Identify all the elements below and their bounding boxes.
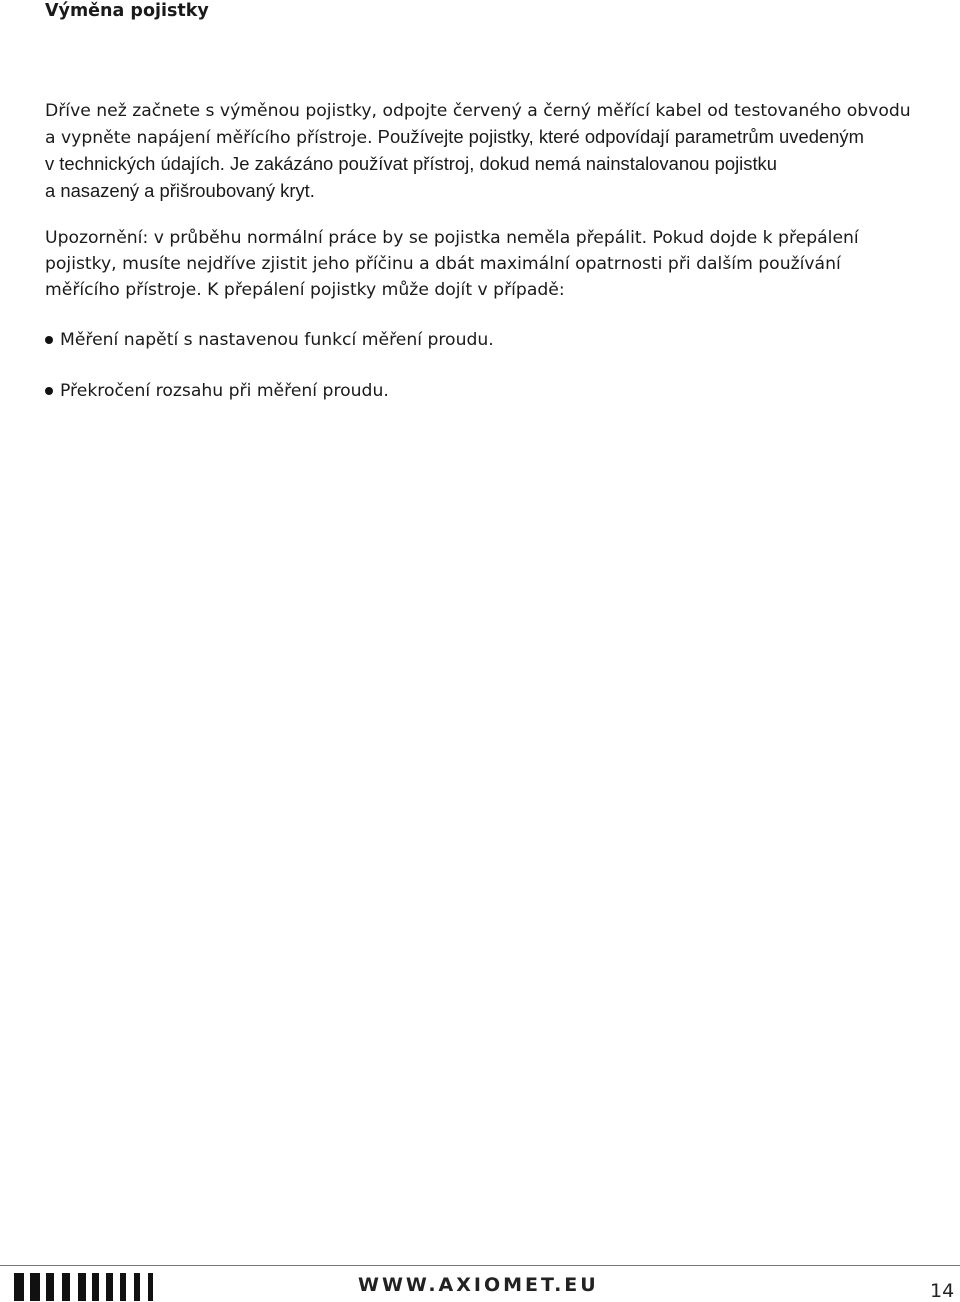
- cause-list: [45, 327, 494, 429]
- barcode-logo-icon: [0, 1273, 160, 1301]
- paragraph-line: Dříve než začnete s výměnou pojistky, odpojte červený a černý měřící kabel od testovaného obvodu: [45, 101, 911, 121]
- paragraph-line: Je zakázáno používat přístroj, dokud nemá nainstalovanou pojistku: [224, 153, 777, 174]
- list-item-text: Měření napětí s nastavenou funkcí měření proudu.: [60, 330, 494, 350]
- paragraph-line: a nasazený a přišroubovaný kryt.: [45, 180, 315, 201]
- paragraph-line: a vypněte napájení měřícího přístroje.: [45, 128, 373, 148]
- paragraph-line: pojistky, musíte nejdříve zjistit jeho příčinu a dbát maximální opatrnosti při dalším používání: [45, 254, 841, 274]
- footer-divider: [0, 1265, 960, 1266]
- footer-website: WWW.AXIOMET.EU: [358, 1274, 599, 1296]
- paragraph-line: v technických údajích.: [45, 153, 225, 174]
- paragraph-fuse-replacement: [45, 98, 925, 205]
- list-item-text: Překročení rozsahu při měření proudu.: [60, 381, 389, 401]
- paragraph-line: měřícího přístroje. K přepálení pojistky může dojít v případě:: [45, 280, 565, 300]
- bullet-dot-icon: [45, 336, 53, 344]
- paragraph-line: Upozornění: v průběhu normální práce by se pojistka neměla přepálit. Pokud dojde k přepálení: [45, 228, 859, 248]
- bullet-dot-icon: [45, 387, 53, 395]
- list-item: [45, 378, 494, 404]
- paragraph-warning: [45, 225, 925, 303]
- paragraph-line: Používejte pojistky, které odpovídají parametrům uvedeným: [372, 126, 864, 147]
- page-number: 14: [930, 1280, 955, 1302]
- list-item: [45, 327, 494, 353]
- section-heading: Výměna pojistky: [45, 1, 209, 21]
